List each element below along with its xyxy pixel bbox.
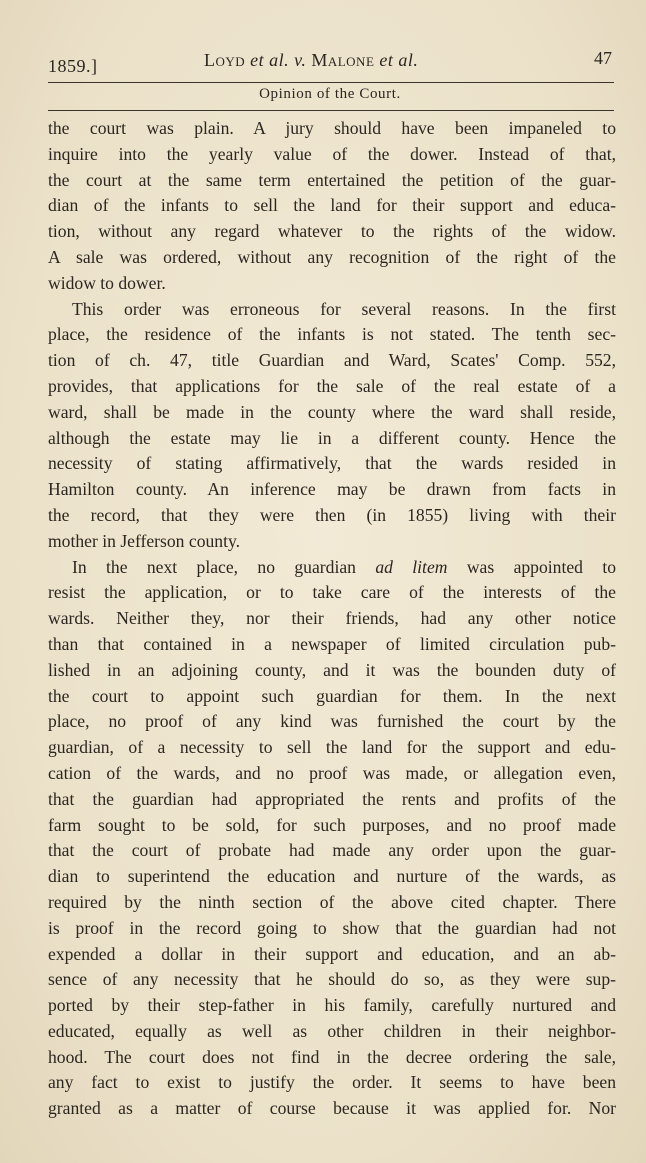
text-line: expended a dollar in their support and education, and an ab- [48,943,616,964]
section-subheading: Opinion of the Court. [259,86,401,102]
text-line: tion, without any regard whatever to the rights of the widow. [48,221,616,242]
text-line: than that contained in a newspaper of limited circulation pub- [48,633,616,654]
text-line: tion of ch. 47, title Guardian and Ward, Scates' Comp. 552, [48,350,616,371]
text-fragment: In the next place, no guardian [72,556,376,577]
text-line: Hamilton county. An inference may be drawn from facts in [48,479,616,500]
text-line: necessity of stating affirmatively, that the wards resided in [48,453,616,474]
text-line: granted as a matter of course because it was applied for. Nor [48,1098,616,1119]
text-fragment: was appointed to [447,556,616,577]
text-line: required by the ninth section of the above cited chapter. There [48,891,616,912]
text-line: farm sought to be sold, for such purposes, and no proof made [48,814,616,835]
text-line: place, no proof of any kind was furnished the court by the [48,711,616,732]
text-line: lished in an adjoining county, and it was the bounden duty of [48,659,616,680]
text-line: wards. Neither they, nor their friends, had any other notice [48,608,616,629]
text-line: inquire into the yearly value of the dower. Instead of that, [48,143,616,164]
text-line: any fact to exist to justify the order. It seems to have been [48,1072,616,1093]
text-line: hood. The court does not find in the decree ordering the sale, [48,1046,616,1067]
text-line: the court at the same term entertained the petition of the guar- [48,169,616,190]
text-line: ported by their step-father in his family, carefully nurtured and [48,995,616,1016]
text-line: is proof in the record going to show that the guardian had not [48,917,616,938]
text-line: that the court of probate had made any order upon the guar- [48,840,616,861]
text-line: ward, shall be made in the county where the ward shall reside, [48,401,616,422]
text-line: dian of the infants to sell the land for their support and educa- [48,195,616,216]
text-line: place, the residence of the infants is not stated. The tenth sec- [48,324,616,345]
subheading-rule [48,110,614,111]
party-malone: Malone [311,50,375,70]
et-al-1: et al. [250,50,290,70]
text-line: This order was erroneous for several reasons. In the first [72,298,616,319]
text-line: provides, that applications for the sale of the real estate of a [48,375,616,396]
header-year: 1859.] [48,56,98,76]
text-line: the court to appoint such guardian for them. In the next [48,685,616,706]
text-line [48,555,616,581]
italic-term: ad litem [375,556,448,577]
text-line: cation of the wards, and no proof was made, or allegation even, [48,762,616,783]
text-line: mother in Jefferson county. [48,530,241,551]
text-line: that the guardian had appropriated the rents and profits of the [48,788,616,809]
text-line: the record, that they were then (in 1855) living with their [48,504,616,525]
versus: v. [294,50,307,70]
text-line: A sale was ordered, without any recognition of the right of the [48,246,616,267]
text-line: sence of any necessity that he should do so, as they were sup- [48,969,616,990]
text-line: dian to superintend the education and nurture of the wards, as [48,866,616,887]
text-line: educated, equally as well as other children in their neighbor- [48,1020,616,1041]
party-loyd: Loyd [204,50,246,70]
page-number: 47 [594,48,612,68]
text-line: resist the application, or to take care of the interests of the [48,582,616,603]
opinion-body [48,116,616,1122]
text-line: although the estate may lie in a different county. Hence the [48,427,616,448]
text-line: widow to dower. [48,272,166,293]
header-rule [48,82,614,83]
text-line: guardian, of a necessity to sell the land for the support and edu- [48,737,616,758]
running-header [48,48,614,80]
text-line: the court was plain. A jury should have been impaneled to [48,118,616,138]
case-title [204,50,418,71]
et-al-2: et al. [379,50,419,70]
